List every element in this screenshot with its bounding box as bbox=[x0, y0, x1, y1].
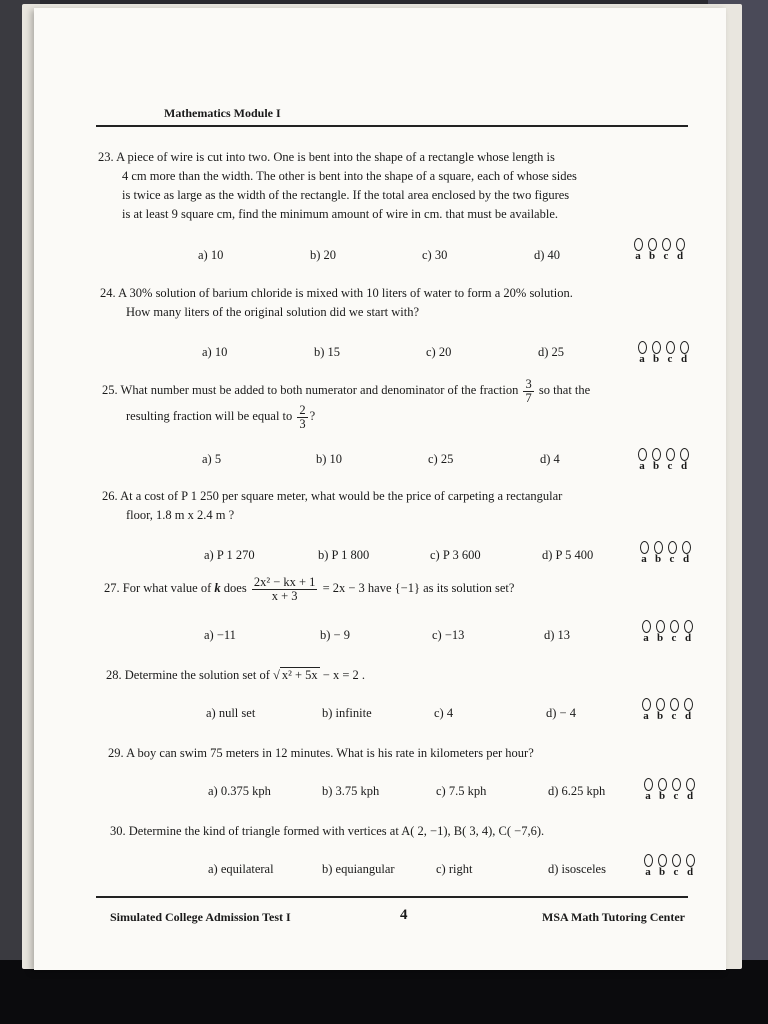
bubble-letter-c: c bbox=[663, 250, 669, 262]
square-root: √ x² + 5x bbox=[272, 668, 318, 682]
answer-bubbles-26[interactable] bbox=[640, 541, 700, 571]
bubble-letter-c: c bbox=[669, 553, 675, 565]
question-number: 23. bbox=[98, 150, 114, 164]
answer-bubbles-29[interactable] bbox=[644, 778, 704, 808]
question-line: What number must be added to both numerator and denominator of the fraction bbox=[120, 382, 519, 397]
bubble-letter-a: a bbox=[645, 866, 651, 878]
choice-d: d) P 5 400 bbox=[542, 548, 594, 562]
numerator: 3 bbox=[525, 377, 532, 391]
bubble-letter-c: c bbox=[667, 460, 673, 472]
choice-b: b) 15 bbox=[314, 345, 341, 359]
bubble-letter-d: d bbox=[684, 632, 692, 644]
question-mark: ? bbox=[309, 408, 316, 423]
numerator: 2x² − kx + 1 bbox=[253, 575, 316, 589]
question-number: 28. bbox=[106, 668, 122, 682]
question-25 bbox=[102, 378, 672, 430]
question-line: so that the bbox=[538, 382, 591, 397]
question-number: 25. bbox=[102, 382, 118, 397]
question-line: is at least 9 square cm, find the minimum amount of wire in cm. that must be available. bbox=[122, 207, 559, 221]
choice-b: b) 10 bbox=[316, 452, 343, 466]
fraction-two-thirds bbox=[297, 404, 307, 430]
choice-c: c) 20 bbox=[426, 345, 452, 359]
bubble-letter-b: b bbox=[652, 460, 660, 472]
bubble-letter-d: d bbox=[680, 460, 688, 472]
bubble-letter-c: c bbox=[673, 790, 679, 802]
question-line: resulting fraction will be equal to bbox=[126, 408, 293, 423]
choice-d: d) 25 bbox=[538, 345, 565, 359]
choice-d: d) isosceles bbox=[548, 862, 606, 876]
module-title: Mathematics Module I bbox=[164, 106, 281, 120]
answer-bubbles-24[interactable] bbox=[638, 341, 698, 371]
question-line: A 30% solution of barium chloride is mixed with 10 liters of water to form a 20% solution. bbox=[118, 286, 573, 300]
bubble-letter-a: a bbox=[639, 353, 645, 365]
bubble-letter-a: a bbox=[635, 250, 641, 262]
bubble-letter-d: d bbox=[684, 710, 692, 722]
choice-a: a) 5 bbox=[202, 452, 222, 466]
bubble-letter-a: a bbox=[639, 460, 645, 472]
question-number: 26. bbox=[102, 489, 118, 503]
answer-bubbles-30[interactable] bbox=[644, 854, 704, 884]
bubble-letter-d: d bbox=[676, 250, 684, 262]
bubble-letter-a: a bbox=[641, 553, 647, 565]
choice-d: d) 13 bbox=[544, 628, 571, 642]
answer-bubbles-23[interactable] bbox=[634, 238, 694, 268]
bubble-letter-b: b bbox=[654, 553, 662, 565]
answer-bubbles-25[interactable] bbox=[638, 448, 698, 478]
question-27 bbox=[104, 576, 694, 602]
bubble-letter-b: b bbox=[658, 866, 666, 878]
question-line: is twice as large as the width of the rectangle. If the total area enclosed by the two figures bbox=[122, 188, 570, 202]
choice-a: a) 10 bbox=[198, 248, 224, 262]
page-number: 4 bbox=[400, 907, 408, 923]
bubble-letter-d: d bbox=[686, 866, 694, 878]
question-26 bbox=[102, 487, 682, 525]
choice-a: a) 10 bbox=[202, 345, 228, 359]
question-line: floor, 1.8 m x 2.4 m ? bbox=[126, 508, 235, 522]
bubble-letter-b: b bbox=[656, 632, 664, 644]
equation-rhs: = 2x − 3 bbox=[322, 580, 365, 595]
choice-a: a) −11 bbox=[204, 628, 236, 642]
bubble-letter-c: c bbox=[671, 632, 677, 644]
choice-d: d) − 4 bbox=[546, 706, 576, 720]
choice-b: b) 20 bbox=[310, 248, 337, 262]
question-29 bbox=[108, 744, 688, 763]
header-rule bbox=[96, 125, 688, 127]
footer-right: MSA Math Tutoring Center bbox=[542, 910, 686, 924]
choice-a: a) null set bbox=[206, 706, 256, 720]
denominator: x + 3 bbox=[252, 589, 318, 603]
choice-c: c) 4 bbox=[434, 706, 454, 720]
radicand: x² + 5x bbox=[281, 668, 318, 682]
choice-b: b) 3.75 kph bbox=[322, 784, 380, 798]
choice-a: a) 0.375 kph bbox=[208, 784, 271, 798]
choice-b: b) equiangular bbox=[322, 862, 395, 876]
bubble-letter-d: d bbox=[686, 790, 694, 802]
question-30 bbox=[110, 822, 690, 841]
footer-left: Simulated College Admission Test I bbox=[110, 910, 291, 924]
choice-b: b) P 1 800 bbox=[318, 548, 370, 562]
question-number: 29. bbox=[108, 746, 124, 760]
choice-c: c) 30 bbox=[422, 248, 448, 262]
question-23 bbox=[98, 148, 658, 224]
footer-rule bbox=[96, 896, 688, 898]
variable-k: k bbox=[214, 580, 221, 595]
bubble-letter-c: c bbox=[673, 866, 679, 878]
question-line: 4 cm more than the width. The other is bent into the shape of a square, each of whose sides bbox=[122, 169, 577, 183]
choice-b: b) infinite bbox=[322, 706, 372, 720]
question-28 bbox=[106, 666, 686, 685]
question-number: 30. bbox=[110, 824, 126, 838]
choice-c: c) P 3 600 bbox=[430, 548, 481, 562]
choice-c: c) −13 bbox=[432, 628, 465, 642]
bubble-letter-d: d bbox=[682, 553, 690, 565]
rational-expression bbox=[252, 576, 318, 602]
choice-d: d) 4 bbox=[540, 452, 560, 466]
choice-a: a) P 1 270 bbox=[204, 548, 255, 562]
question-number: 24. bbox=[100, 286, 116, 300]
denominator: 7 bbox=[525, 390, 532, 405]
numerator: 2 bbox=[299, 403, 306, 417]
bubble-letter-a: a bbox=[643, 710, 649, 722]
bubble-letter-d: d bbox=[680, 353, 688, 365]
bubble-letter-b: b bbox=[658, 790, 666, 802]
document-page bbox=[34, 8, 726, 970]
bubble-letter-b: b bbox=[656, 710, 664, 722]
choice-d: d) 6.25 kph bbox=[548, 784, 606, 798]
answer-bubbles-28[interactable] bbox=[642, 698, 702, 728]
question-text: − x = 2 . bbox=[322, 668, 366, 682]
choice-a: a) equilateral bbox=[208, 862, 274, 876]
bubble-letter-a: a bbox=[645, 790, 651, 802]
bubble-letter-a: a bbox=[643, 632, 649, 644]
question-text: does bbox=[223, 580, 247, 595]
denominator: 3 bbox=[299, 416, 306, 431]
question-text: For what value of bbox=[122, 580, 212, 595]
question-line: At a cost of P 1 250 per square meter, what would be the price of carpeting a rectangular bbox=[120, 489, 563, 503]
fraction-three-sevenths bbox=[523, 378, 533, 404]
choice-c: c) right bbox=[436, 862, 473, 876]
answer-bubbles-27[interactable] bbox=[642, 620, 702, 650]
bubble-letter-c: c bbox=[671, 710, 677, 722]
question-line: A piece of wire is cut into two. One is bent into the shape of a rectangle whose length is bbox=[116, 150, 555, 164]
question-line: A boy can swim 75 meters in 12 minutes. What is his rate in kilometers per hour? bbox=[126, 746, 534, 760]
question-line: Determine the kind of triangle formed with vertices at A( 2, −1), B( 3, 4), C( −7,6). bbox=[128, 824, 545, 838]
bubble-letter-c: c bbox=[667, 353, 673, 365]
bubble-letter-b: b bbox=[648, 250, 656, 262]
choice-c: c) 25 bbox=[428, 452, 454, 466]
question-number: 27. bbox=[104, 580, 120, 595]
question-line: How many liters of the original solution did we start with? bbox=[126, 305, 420, 319]
bubble-letter-b: b bbox=[652, 353, 660, 365]
choice-d: d) 40 bbox=[534, 248, 561, 262]
choice-c: c) 7.5 kph bbox=[436, 784, 487, 798]
question-text: have {−1} as its solution set? bbox=[367, 580, 515, 595]
choice-b: b) − 9 bbox=[320, 628, 350, 642]
question-text: Determine the solution set of bbox=[124, 668, 270, 682]
question-24 bbox=[100, 284, 660, 322]
